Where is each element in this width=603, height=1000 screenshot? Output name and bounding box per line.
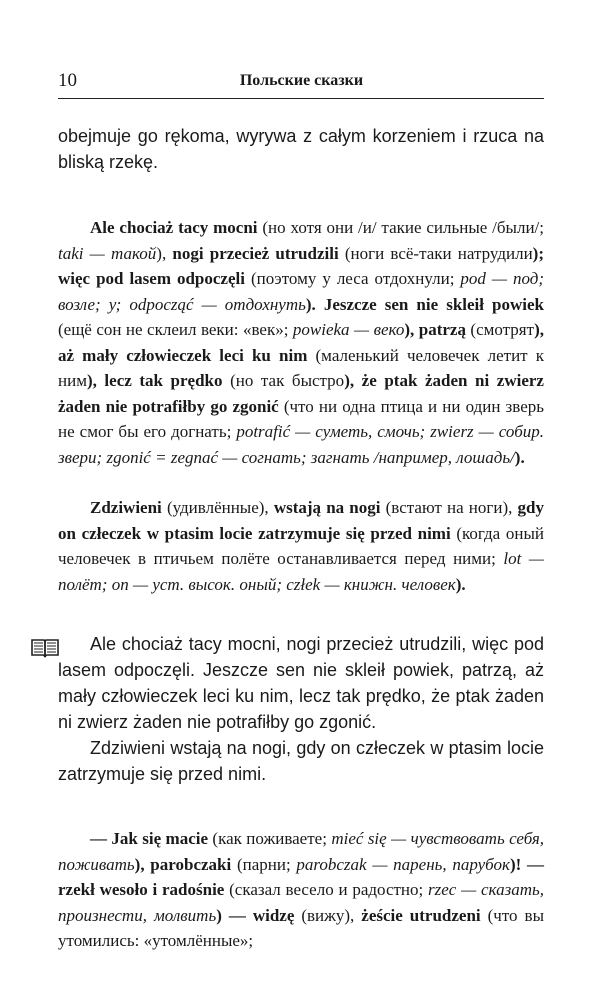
annotated_1-segment: ), lecz tak prędko: [86, 371, 223, 390]
annotated_3-segment: (парни;: [231, 854, 297, 874]
annotated_3-segment: (сказал весело и радостно;: [224, 880, 429, 899]
annotated_1-segment: Ale chociaż tacy mocni: [90, 218, 258, 237]
annotated_1-segment: nogi przecież utrudzili: [172, 243, 339, 263]
annotated_3-segment: parobczak — парень, парубок: [296, 854, 510, 874]
annotated_1-segment: (смотрят: [465, 320, 535, 339]
annotated_1-segment: ), aż mały człowieczek leci ku nim: [58, 320, 544, 365]
annotated-paragraph-1: [58, 215, 544, 470]
annotated_1-segment: taki — такой: [58, 243, 157, 263]
annotated_2-segment: lot — полёт; on — уст. высок. оный; człek — книжн. человек: [58, 549, 545, 594]
annotated-paragraph-3: [58, 826, 544, 954]
reading-paragraph-2: Zdziwieni wstają na nogi, gdy on człeczek w ptasim locie zatrzymuje się przed nimi.: [58, 738, 544, 784]
annotated_1-segment: (ноги всё-таки натрудили: [338, 243, 533, 263]
annotated_1-segment: powieka — веко: [292, 320, 405, 339]
reading-paragraph-1: Ale chociaż tacy mocni, nogi przecież utrudzili, więc pod lasem odpoczęli. Jeszcze sen nie skleił powiek, patrzą, aż mały człowieczek leci ku nim, lecz tak prędko, że ptak żaden ni zwierz żaden nie potrafiłby go zgonić.: [58, 634, 544, 732]
annotated_3-segment: (что вы утомились: «утомлённые»;: [58, 905, 544, 950]
annotated_3-segment: (как поживаете;: [208, 829, 332, 848]
annotated_1-segment: ), patrzą: [404, 320, 466, 339]
annotated_3-segment: )! — rzekł wesoło i radośnie: [58, 854, 544, 899]
annotated_3-segment: (вижу),: [294, 905, 362, 925]
annotated_1-segment: (маленький человечек летит к ним: [58, 345, 544, 390]
reading-text: [58, 631, 544, 787]
header-rule: [58, 98, 544, 99]
annotated_2-segment: Zdziwieni: [90, 498, 162, 517]
annotated-text-2: [58, 495, 544, 597]
annotated-paragraph-2: [58, 495, 544, 597]
annotated_3-segment: — Jak się macie: [90, 829, 209, 848]
annotated_1-segment: (но так быстро: [222, 371, 345, 390]
open-book-icon: [30, 637, 60, 659]
annotated_2-segment: (когда оный человечек в птичьем полёте останавливается перед ними;: [58, 523, 544, 568]
annotated_3-segment: żeście utrudzeni: [361, 905, 481, 925]
annotated_2-segment: gdy on człeczek w ptasim locie zatrzymuje się przed nimi: [58, 498, 544, 543]
annotated_3-segment: mieć się — чувствовать себя, поживать: [58, 829, 545, 874]
running-title: Польские сказки: [239, 72, 364, 89]
annotated_2-segment: wstają na nogi: [273, 498, 381, 517]
annotated_3-segment: ) — widzę: [216, 905, 295, 925]
annotated_3-segment: ), parobczaki: [134, 854, 232, 874]
annotated_1-segment: ), że ptak żaden ni zwierz żaden nie potrafiłby go zgonić: [58, 371, 544, 416]
annotated_1-segment: ).: [514, 447, 525, 467]
page-number: 10: [58, 70, 77, 91]
annotated_1-segment: pod — под; возле; у; odpocząć — отдохнуть: [58, 269, 544, 314]
annotated-text-3: [58, 826, 544, 954]
annotated_1-segment: ),: [156, 243, 173, 263]
annotated-text-1: [58, 215, 544, 470]
annotated_1-segment: ); więc pod lasem odpoczęli: [58, 243, 544, 288]
annotated_3-segment: rzec — сказать, произнести, молвить: [58, 880, 544, 925]
annotated_1-segment: ). Jeszcze sen nie skleił powiek: [305, 294, 544, 314]
annotated_1-segment: (но хотя они /и/ такие сильные /были/;: [257, 218, 544, 237]
annotated_1-segment: (ещё сон не склеил веки: «век»;: [58, 320, 293, 339]
annotated_2-segment: (удивлённые),: [161, 498, 274, 517]
annotated_1-segment: potrafić — суметь, смочь; zwierz — собир. звери; zgonić = zegnać — согнать; загнать /например, лошадь/: [58, 422, 544, 467]
annotated_1-segment: (поэтому у леса отдохнули;: [244, 269, 461, 288]
annotated_1-segment: (что ни одна птица и ни один зверь не смог бы его догнать;: [58, 396, 544, 441]
top-paragraph: obejmuje go rękoma, wyrywa z całym korzeniem i rzuca na bliską rzekę.: [58, 126, 544, 172]
annotated_2-segment: (встают на ноги),: [380, 498, 518, 517]
annotated_2-segment: ).: [455, 574, 466, 594]
